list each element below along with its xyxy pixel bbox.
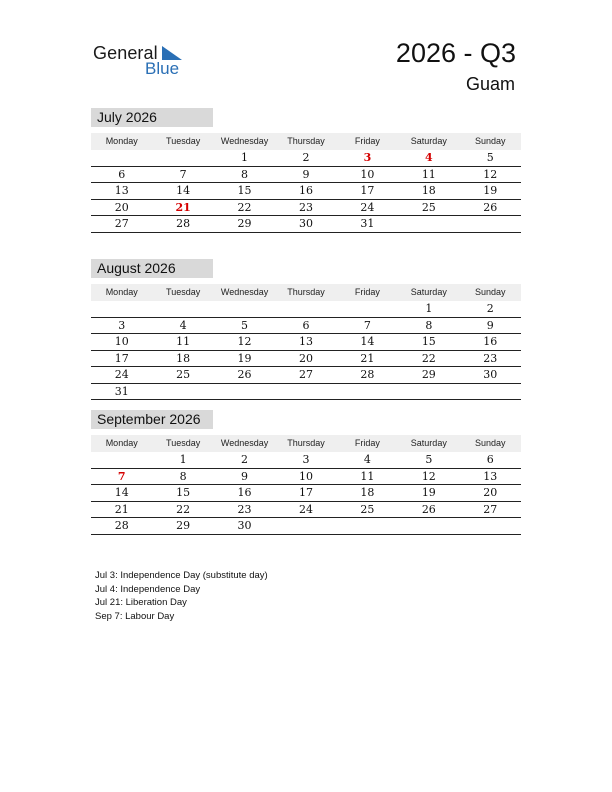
week-row bbox=[91, 150, 521, 167]
empty-day-cell bbox=[398, 216, 459, 232]
weekday-header bbox=[91, 435, 521, 452]
day-cell: 29 bbox=[237, 217, 252, 230]
weekday-label: Friday bbox=[354, 438, 380, 448]
day-cell: 23 bbox=[483, 351, 498, 365]
day-cell: 3 bbox=[302, 453, 310, 466]
holiday-notes bbox=[95, 569, 268, 624]
holiday-day-cell: 4 bbox=[424, 151, 433, 164]
day-cell: 2 bbox=[302, 151, 310, 164]
weekday-label: Thursday bbox=[287, 136, 325, 146]
day-cell: 26 bbox=[421, 502, 436, 516]
day-cell: 6 bbox=[118, 167, 126, 181]
day-cell: 27 bbox=[114, 217, 129, 230]
week-row bbox=[91, 167, 521, 184]
day-cell: 5 bbox=[425, 453, 433, 466]
day-cell: 26 bbox=[237, 368, 252, 381]
day-cell: 30 bbox=[483, 368, 498, 381]
day-cell: 17 bbox=[360, 184, 375, 197]
day-cell: 6 bbox=[302, 318, 310, 332]
month-title: August 2026 bbox=[91, 259, 213, 278]
day-cell: 29 bbox=[421, 368, 436, 381]
logo-triangle-icon bbox=[162, 46, 182, 60]
empty-day-cell bbox=[337, 518, 398, 534]
day-cell: 17 bbox=[298, 486, 313, 499]
empty-day-cell bbox=[460, 384, 521, 400]
week-row bbox=[91, 452, 521, 469]
day-cell: 18 bbox=[176, 351, 191, 365]
day-cell: 11 bbox=[360, 469, 375, 483]
weekday-label: Tuesday bbox=[166, 287, 201, 297]
day-cell: 16 bbox=[237, 486, 252, 499]
day-cell: 28 bbox=[360, 368, 375, 381]
day-cell: 9 bbox=[241, 469, 249, 483]
empty-day-cell bbox=[152, 301, 213, 317]
day-cell: 30 bbox=[237, 519, 252, 532]
day-cell: 19 bbox=[237, 351, 252, 365]
day-cell: 23 bbox=[237, 502, 252, 516]
empty-day-cell bbox=[91, 452, 152, 468]
day-cell: 5 bbox=[486, 151, 494, 164]
day-cell: 28 bbox=[176, 217, 191, 230]
day-cell: 6 bbox=[486, 453, 494, 466]
week-row bbox=[91, 485, 521, 502]
day-cell: 24 bbox=[360, 200, 375, 214]
weekday-label: Sunday bbox=[474, 287, 506, 297]
weekday-label: Saturday bbox=[410, 438, 447, 448]
weekday-label: Wednesday bbox=[220, 438, 269, 448]
day-cell: 14 bbox=[176, 184, 191, 197]
weekday-label: Monday bbox=[105, 136, 138, 146]
week-row bbox=[91, 183, 521, 200]
day-cell: 22 bbox=[176, 502, 191, 516]
weekday-label: Thursday bbox=[287, 287, 325, 297]
weekday-label: Friday bbox=[354, 136, 380, 146]
day-cell: 10 bbox=[114, 335, 129, 348]
day-cell: 17 bbox=[114, 351, 129, 365]
empty-day-cell bbox=[337, 384, 398, 400]
region-label: Guam bbox=[465, 74, 515, 94]
week-row bbox=[91, 502, 521, 519]
day-cell: 31 bbox=[360, 217, 375, 230]
empty-day-cell bbox=[460, 518, 521, 534]
day-cell: 2 bbox=[486, 302, 494, 315]
day-cell: 9 bbox=[486, 318, 494, 332]
day-cell: 18 bbox=[421, 184, 436, 197]
day-cell: 28 bbox=[114, 519, 129, 532]
empty-day-cell bbox=[275, 518, 336, 534]
day-cell: 25 bbox=[360, 502, 375, 516]
day-cell: 20 bbox=[298, 351, 313, 365]
week-row bbox=[91, 334, 521, 351]
holiday-note: Jul 3: Independence Day (substitute day) bbox=[95, 570, 268, 581]
day-cell: 15 bbox=[421, 335, 436, 348]
weekday-label: Monday bbox=[105, 438, 138, 448]
weekday-label: Sunday bbox=[474, 438, 506, 448]
holiday-note: Jul 21: Liberation Day bbox=[95, 597, 187, 609]
day-cell: 10 bbox=[360, 167, 375, 181]
weekday-label: Friday bbox=[354, 287, 380, 297]
day-cell: 2 bbox=[241, 453, 249, 466]
empty-day-cell bbox=[398, 518, 459, 534]
page-title: 2026 - Q3 bbox=[395, 38, 516, 68]
day-cell: 12 bbox=[483, 167, 498, 181]
day-cell: 12 bbox=[237, 335, 252, 348]
holiday-day-cell: 7 bbox=[117, 469, 126, 483]
day-cell: 13 bbox=[298, 335, 313, 348]
week-row bbox=[91, 216, 521, 233]
month-calendar-september bbox=[91, 410, 521, 535]
day-cell: 27 bbox=[298, 368, 313, 381]
logo-general-text: General bbox=[93, 43, 158, 63]
day-cell: 27 bbox=[483, 502, 498, 516]
day-cell: 11 bbox=[421, 167, 436, 181]
day-cell: 9 bbox=[302, 167, 310, 181]
month-calendar-august bbox=[91, 259, 521, 400]
empty-day-cell bbox=[337, 301, 398, 317]
day-cell: 22 bbox=[237, 200, 252, 214]
weekday-label: Wednesday bbox=[220, 287, 269, 297]
month-calendar-july bbox=[91, 108, 521, 233]
day-cell: 19 bbox=[483, 184, 498, 197]
day-cell: 26 bbox=[483, 200, 498, 214]
empty-day-cell bbox=[152, 384, 213, 400]
empty-day-cell bbox=[275, 301, 336, 317]
weekday-label: Saturday bbox=[410, 287, 447, 297]
week-row bbox=[91, 518, 521, 535]
weekday-label: Tuesday bbox=[166, 136, 201, 146]
empty-day-cell bbox=[152, 150, 213, 166]
day-cell: 8 bbox=[179, 469, 187, 483]
week-row bbox=[91, 384, 521, 401]
logo bbox=[93, 40, 193, 80]
holiday-day-cell: 21 bbox=[175, 200, 191, 214]
day-cell: 1 bbox=[241, 151, 249, 164]
day-cell: 22 bbox=[421, 351, 436, 365]
day-cell: 25 bbox=[176, 368, 191, 381]
week-row bbox=[91, 351, 521, 368]
day-cell: 3 bbox=[118, 318, 126, 332]
day-cell: 8 bbox=[425, 318, 433, 332]
day-cell: 23 bbox=[298, 200, 313, 214]
day-cell: 11 bbox=[176, 335, 191, 348]
day-cell: 24 bbox=[114, 368, 129, 381]
day-cell: 14 bbox=[360, 335, 375, 348]
weekday-label: Tuesday bbox=[166, 438, 201, 448]
month-title: July 2026 bbox=[91, 108, 213, 127]
day-cell: 19 bbox=[421, 486, 436, 499]
day-cell: 21 bbox=[114, 502, 129, 516]
day-cell: 31 bbox=[114, 384, 129, 398]
day-cell: 5 bbox=[241, 318, 249, 332]
week-row bbox=[91, 367, 521, 384]
day-cell: 24 bbox=[298, 502, 313, 516]
empty-day-cell bbox=[460, 216, 521, 232]
empty-day-cell bbox=[214, 384, 275, 400]
day-cell: 12 bbox=[421, 469, 436, 483]
day-cell: 20 bbox=[483, 486, 498, 499]
empty-day-cell bbox=[398, 384, 459, 400]
weekday-label: Wednesday bbox=[220, 136, 269, 146]
holiday-day-cell: 3 bbox=[363, 151, 372, 164]
weekday-label: Saturday bbox=[410, 136, 447, 146]
day-cell: 13 bbox=[483, 469, 498, 483]
day-cell: 14 bbox=[114, 486, 129, 499]
day-cell: 21 bbox=[360, 351, 375, 365]
weekday-header bbox=[91, 284, 521, 301]
day-cell: 16 bbox=[298, 184, 313, 197]
weekday-label: Sunday bbox=[474, 136, 506, 146]
empty-day-cell bbox=[214, 301, 275, 317]
day-cell: 29 bbox=[176, 519, 191, 532]
week-row bbox=[91, 469, 521, 486]
month-title: September 2026 bbox=[91, 410, 213, 429]
holiday-note: Jul 4: Independence Day bbox=[95, 583, 201, 595]
weekday-header bbox=[91, 133, 521, 150]
day-cell: 18 bbox=[360, 486, 375, 499]
day-cell: 4 bbox=[179, 318, 187, 332]
week-row bbox=[91, 318, 521, 335]
day-cell: 30 bbox=[298, 217, 313, 230]
week-row bbox=[91, 301, 521, 318]
empty-day-cell bbox=[91, 150, 152, 166]
day-cell: 7 bbox=[363, 318, 371, 332]
weekday-label: Monday bbox=[105, 287, 138, 297]
weekday-label: Thursday bbox=[287, 438, 325, 448]
week-row bbox=[91, 200, 521, 217]
day-cell: 7 bbox=[179, 167, 187, 181]
holiday-note: Sep 7: Labour Day bbox=[95, 611, 175, 623]
day-cell: 4 bbox=[363, 453, 371, 466]
day-cell: 16 bbox=[483, 335, 498, 348]
empty-day-cell bbox=[91, 301, 152, 317]
day-cell: 10 bbox=[298, 469, 313, 483]
empty-day-cell bbox=[275, 384, 336, 400]
day-cell: 25 bbox=[421, 200, 436, 214]
day-cell: 20 bbox=[114, 200, 129, 214]
day-cell: 13 bbox=[114, 184, 129, 197]
day-cell: 15 bbox=[237, 184, 252, 197]
logo-blue-text: Blue bbox=[145, 59, 180, 78]
day-cell: 1 bbox=[179, 453, 187, 466]
day-cell: 1 bbox=[425, 302, 433, 315]
day-cell: 8 bbox=[241, 167, 249, 181]
day-cell: 15 bbox=[176, 486, 191, 499]
